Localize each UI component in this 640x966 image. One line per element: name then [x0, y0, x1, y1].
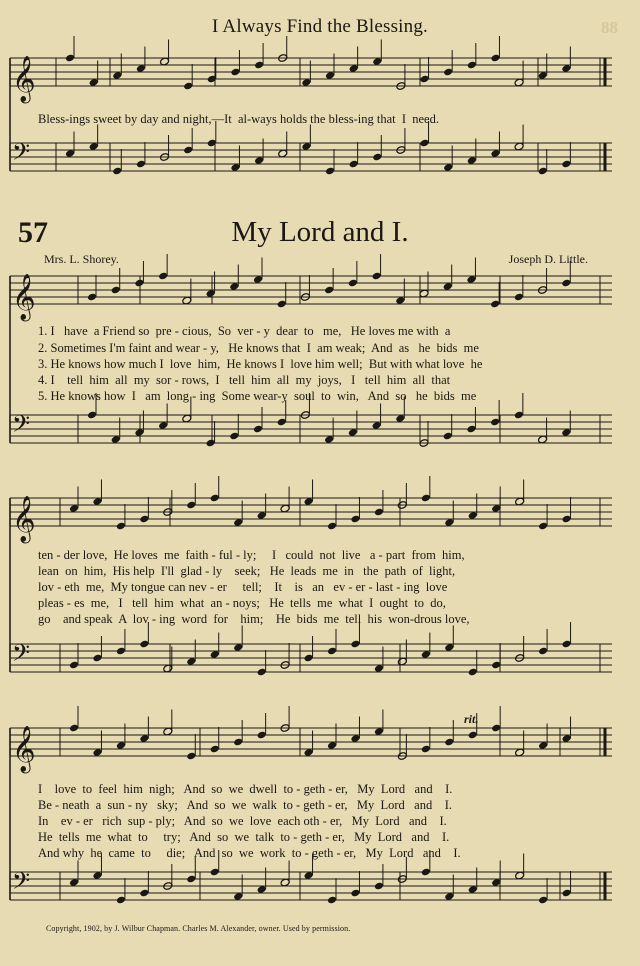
- verse-line: 2. Sometimes I'm faint and wear - y, He knows that I am weak; And as he bids me: [38, 341, 479, 355]
- verse-line: Be - neath a sun - ny sky; And so we walk to - geth - er, My Lord and I.: [38, 798, 453, 812]
- hymn-number: 57: [18, 216, 48, 249]
- hymn-title: My Lord and I.: [231, 216, 409, 248]
- lyricist-credit: Mrs. L. Shorey.: [44, 252, 119, 266]
- previous-hymn-lyric: Bless-ings sweet by day and night,—It al-ways holds the bless-ing that I need.: [38, 112, 439, 126]
- treble-clef-icon: 𝄞: [12, 726, 36, 772]
- bass-clef-icon: 𝄢: [12, 410, 31, 443]
- verse-line: pleas - es me, I tell him what an - noys; He tells me what I ought to do,: [38, 596, 446, 610]
- page-number: 88: [601, 18, 618, 37]
- treble-clef-icon: 𝄞: [12, 56, 36, 102]
- verse-line: lean on him, His help I'll glad - ly seek; He leads me in the path of light,: [38, 564, 456, 578]
- verse-line: go and speak A lov - ing word for him; He bids me tell his won-drous love,: [38, 612, 470, 626]
- verse-line: And why he came to die; And so we work to - geth - er, My Lord and I.: [38, 846, 461, 860]
- copyright-notice: Copyright, 1902, by J. Wilbur Chapman. Charles M. Alexander, owner. Used by permission.: [46, 924, 351, 933]
- bass-clef-icon: 𝄢: [12, 138, 31, 171]
- verse-line: 1. I have a Friend so pre - cious, So ver - y dear to me, He loves me with a: [38, 324, 451, 338]
- staff-lines: [10, 58, 612, 900]
- verse-line: ten - der love, He loves me faith - ful - ly; I could not live a - part from him,: [38, 548, 465, 562]
- previous-hymn-title: I Always Find the Blessing.: [212, 16, 428, 37]
- treble-clef-icon: 𝄞: [12, 274, 36, 320]
- treble-clef-icon: 𝄞: [12, 496, 36, 542]
- verse-line: lov - eth me, My tongue can nev - er tell; It is an ev - er - last - ing love: [38, 580, 448, 594]
- verse-line: 3. He knows how much I love him, He knows I love him well; But with what love he: [38, 357, 483, 371]
- clefs: [12, 56, 36, 900]
- verse-line: 4. I tell him all my sor - rows, I tell him all my joys, I tell him all that: [38, 373, 451, 387]
- tempo-marking: rit.: [464, 712, 479, 726]
- verse-line: In ev - er rich sup - ply; And so we love each oth - er, My Lord and I.: [38, 814, 447, 828]
- bass-clef-icon: 𝄢: [12, 639, 31, 672]
- verse-line: I love to feel him nigh; And so we dwell to - geth - er, My Lord and I.: [38, 782, 453, 796]
- bass-clef-icon: 𝄢: [12, 867, 31, 900]
- verse-line: He tells me what to try; And so we talk to - geth - er, My Lord and I.: [38, 830, 450, 844]
- note-heads: [65, 36, 572, 904]
- composer-credit: Joseph D. Little.: [508, 252, 588, 266]
- verse-line: 5. He knows how I am long - ing Some wear-y soul to win, And so he bids me: [38, 389, 477, 403]
